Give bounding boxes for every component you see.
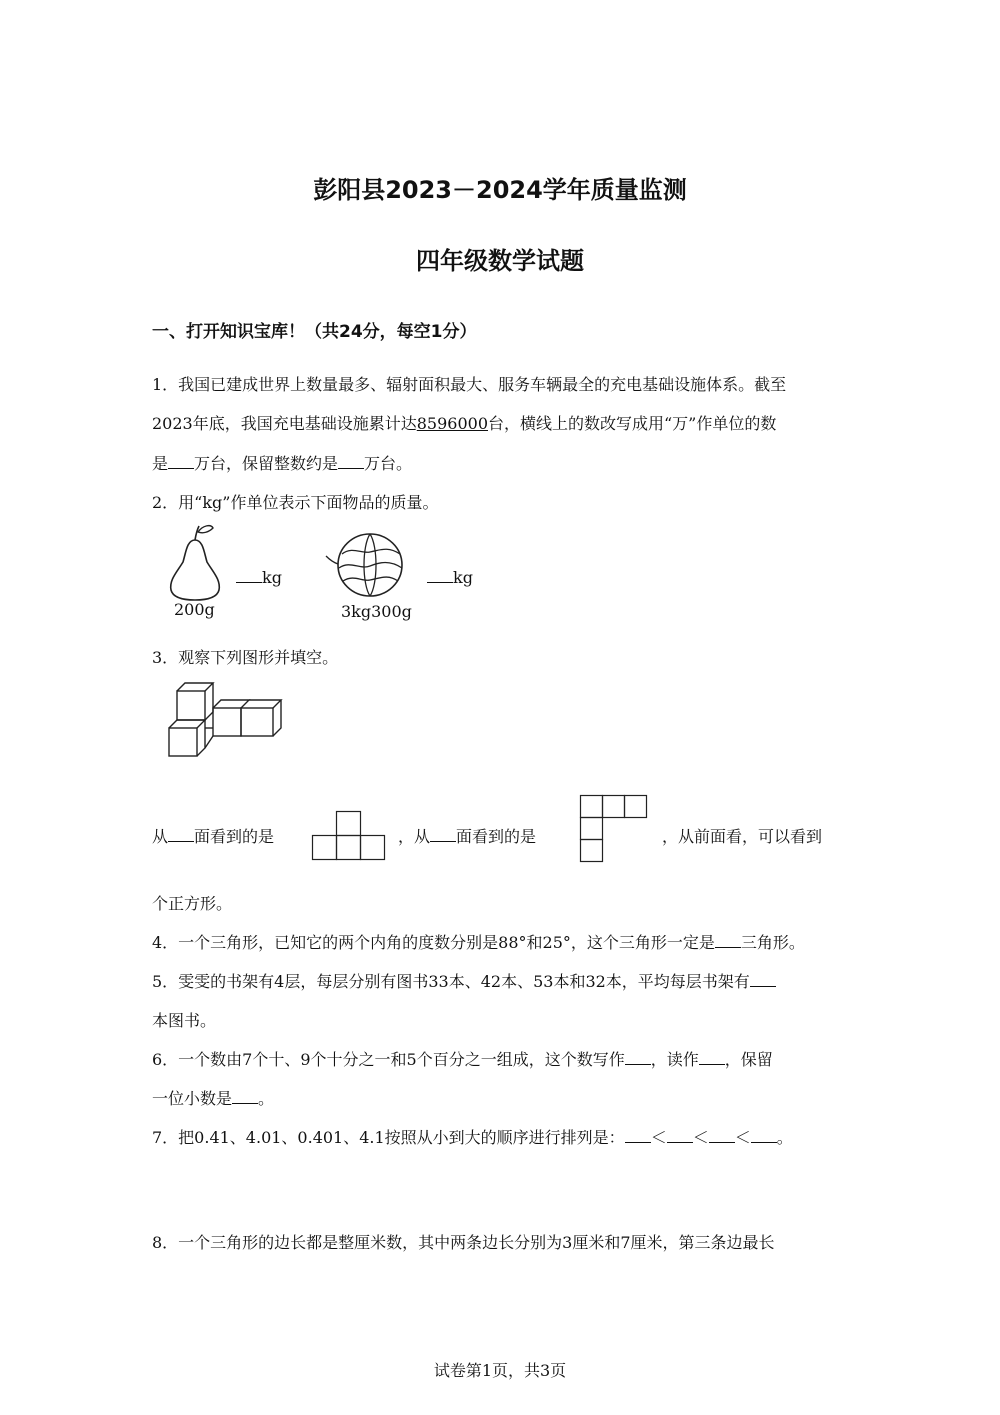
q3-text-d: 面看到的是	[456, 827, 537, 846]
q3-line2: 个正方形。	[152, 894, 233, 913]
q6-line2	[152, 1086, 274, 1109]
answer-blank[interactable]	[751, 1128, 777, 1143]
less-than-sign: ＜	[734, 1128, 751, 1147]
pear-caption: 200g	[174, 600, 215, 619]
answer-blank[interactable]	[168, 827, 194, 842]
answer-blank[interactable]	[236, 568, 262, 583]
q6-text-b: ，读作	[650, 1050, 699, 1069]
pear-icon	[165, 522, 225, 602]
view-figure-l-shape	[580, 795, 650, 863]
less-than-sign: ＜	[692, 1128, 709, 1147]
page-footer: 试卷第1页，共3页	[433, 1361, 567, 1380]
q1-line1: 1．我国已建成世界上数量最多、辐射面积最大、服务车辆最全的充电基础设施体系。截至	[152, 375, 787, 394]
q1-line2-pre: 2023年底，我国充电基础设施累计达	[152, 414, 417, 433]
q1-text-a: 是	[152, 454, 169, 473]
q6-text-c: ，保留	[724, 1050, 773, 1069]
q5-line2: 本图书。	[152, 1011, 217, 1030]
q1-text-c: 万台。	[364, 454, 413, 473]
answer-blank[interactable]	[430, 827, 456, 842]
answer-blank[interactable]	[168, 454, 194, 469]
q4-text-pre: 4．一个三角形，已知它的两个内角的度数分别是88°和25°，这个三角形一定是	[152, 933, 715, 952]
q1-underlined-number: 8596000	[416, 414, 488, 433]
q3-sentence-end: ，从前面看，可以看到	[662, 827, 823, 846]
view-figure-t-shape	[312, 811, 386, 861]
q6-text-d: 一位小数是	[152, 1089, 233, 1108]
answer-blank[interactable]	[625, 1128, 651, 1143]
unit-label: kg	[453, 568, 473, 587]
answer-blank[interactable]	[338, 454, 364, 469]
q4-line	[152, 930, 805, 953]
answer-blank[interactable]	[715, 933, 741, 948]
answer-blank[interactable]	[750, 972, 776, 987]
cube-stack-figure	[165, 678, 285, 760]
q3-sentence	[152, 824, 274, 847]
q1-line3	[152, 451, 412, 474]
answer-blank[interactable]	[667, 1128, 693, 1143]
exam-subtitle: 四年级数学试题	[416, 247, 584, 275]
q3-line: 3．观察下列图形并填空。	[152, 648, 339, 667]
answer-blank[interactable]	[625, 1050, 651, 1065]
q6-text-e: 。	[258, 1089, 275, 1108]
exam-title: 彭阳县2023－2024学年质量监测	[313, 176, 687, 204]
q1-line2-post: 台，横线上的数改写成用“万”作单位的数	[488, 414, 777, 433]
q6-text-a: 6．一个数由7个十、9个十分之一和5个百分之一组成，这个数写作	[152, 1050, 625, 1069]
q5-text: 5．雯雯的书架有4层，每层分别有图书33本、42本、53本和32本，平均每层书架有	[152, 972, 750, 991]
section-heading: 一、打开知识宝库！（共24分，每空1分）	[152, 322, 477, 342]
unit-label: kg	[262, 568, 282, 587]
q7-line	[152, 1125, 793, 1148]
melon-caption: 3kg300g	[341, 602, 412, 621]
q1-text-b: 万台，保留整数约是	[194, 454, 339, 473]
q2-line: 2．用“kg”作单位表示下面物品的质量。	[152, 493, 439, 512]
q3-text-c: ，从	[398, 827, 431, 846]
melon-answer	[427, 568, 473, 587]
pear-answer	[236, 568, 282, 587]
answer-blank[interactable]	[699, 1050, 725, 1065]
answer-blank[interactable]	[427, 568, 453, 583]
answer-blank[interactable]	[232, 1089, 258, 1104]
q1-line2	[152, 411, 776, 434]
q3-text-a: 从	[152, 827, 169, 846]
q4-text-post: 三角形。	[740, 933, 805, 952]
answer-blank[interactable]	[709, 1128, 735, 1143]
q3-text-b: 面看到的是	[194, 827, 275, 846]
q8-line1: 8．一个三角形的边长都是整厘米数，其中两条边长分别为3厘米和7厘米，第三条边最长	[152, 1233, 775, 1252]
q7-end: 。	[776, 1128, 793, 1147]
watermelon-icon	[322, 524, 412, 602]
q5-line1	[152, 969, 776, 992]
q3-sentence-mid	[398, 824, 536, 847]
q7-text: 7．把0.41、4.01、0.401、4.1按照从小到大的顺序进行排列是：	[152, 1128, 625, 1147]
q6-line1	[152, 1047, 773, 1070]
less-than-sign: ＜	[650, 1128, 667, 1147]
